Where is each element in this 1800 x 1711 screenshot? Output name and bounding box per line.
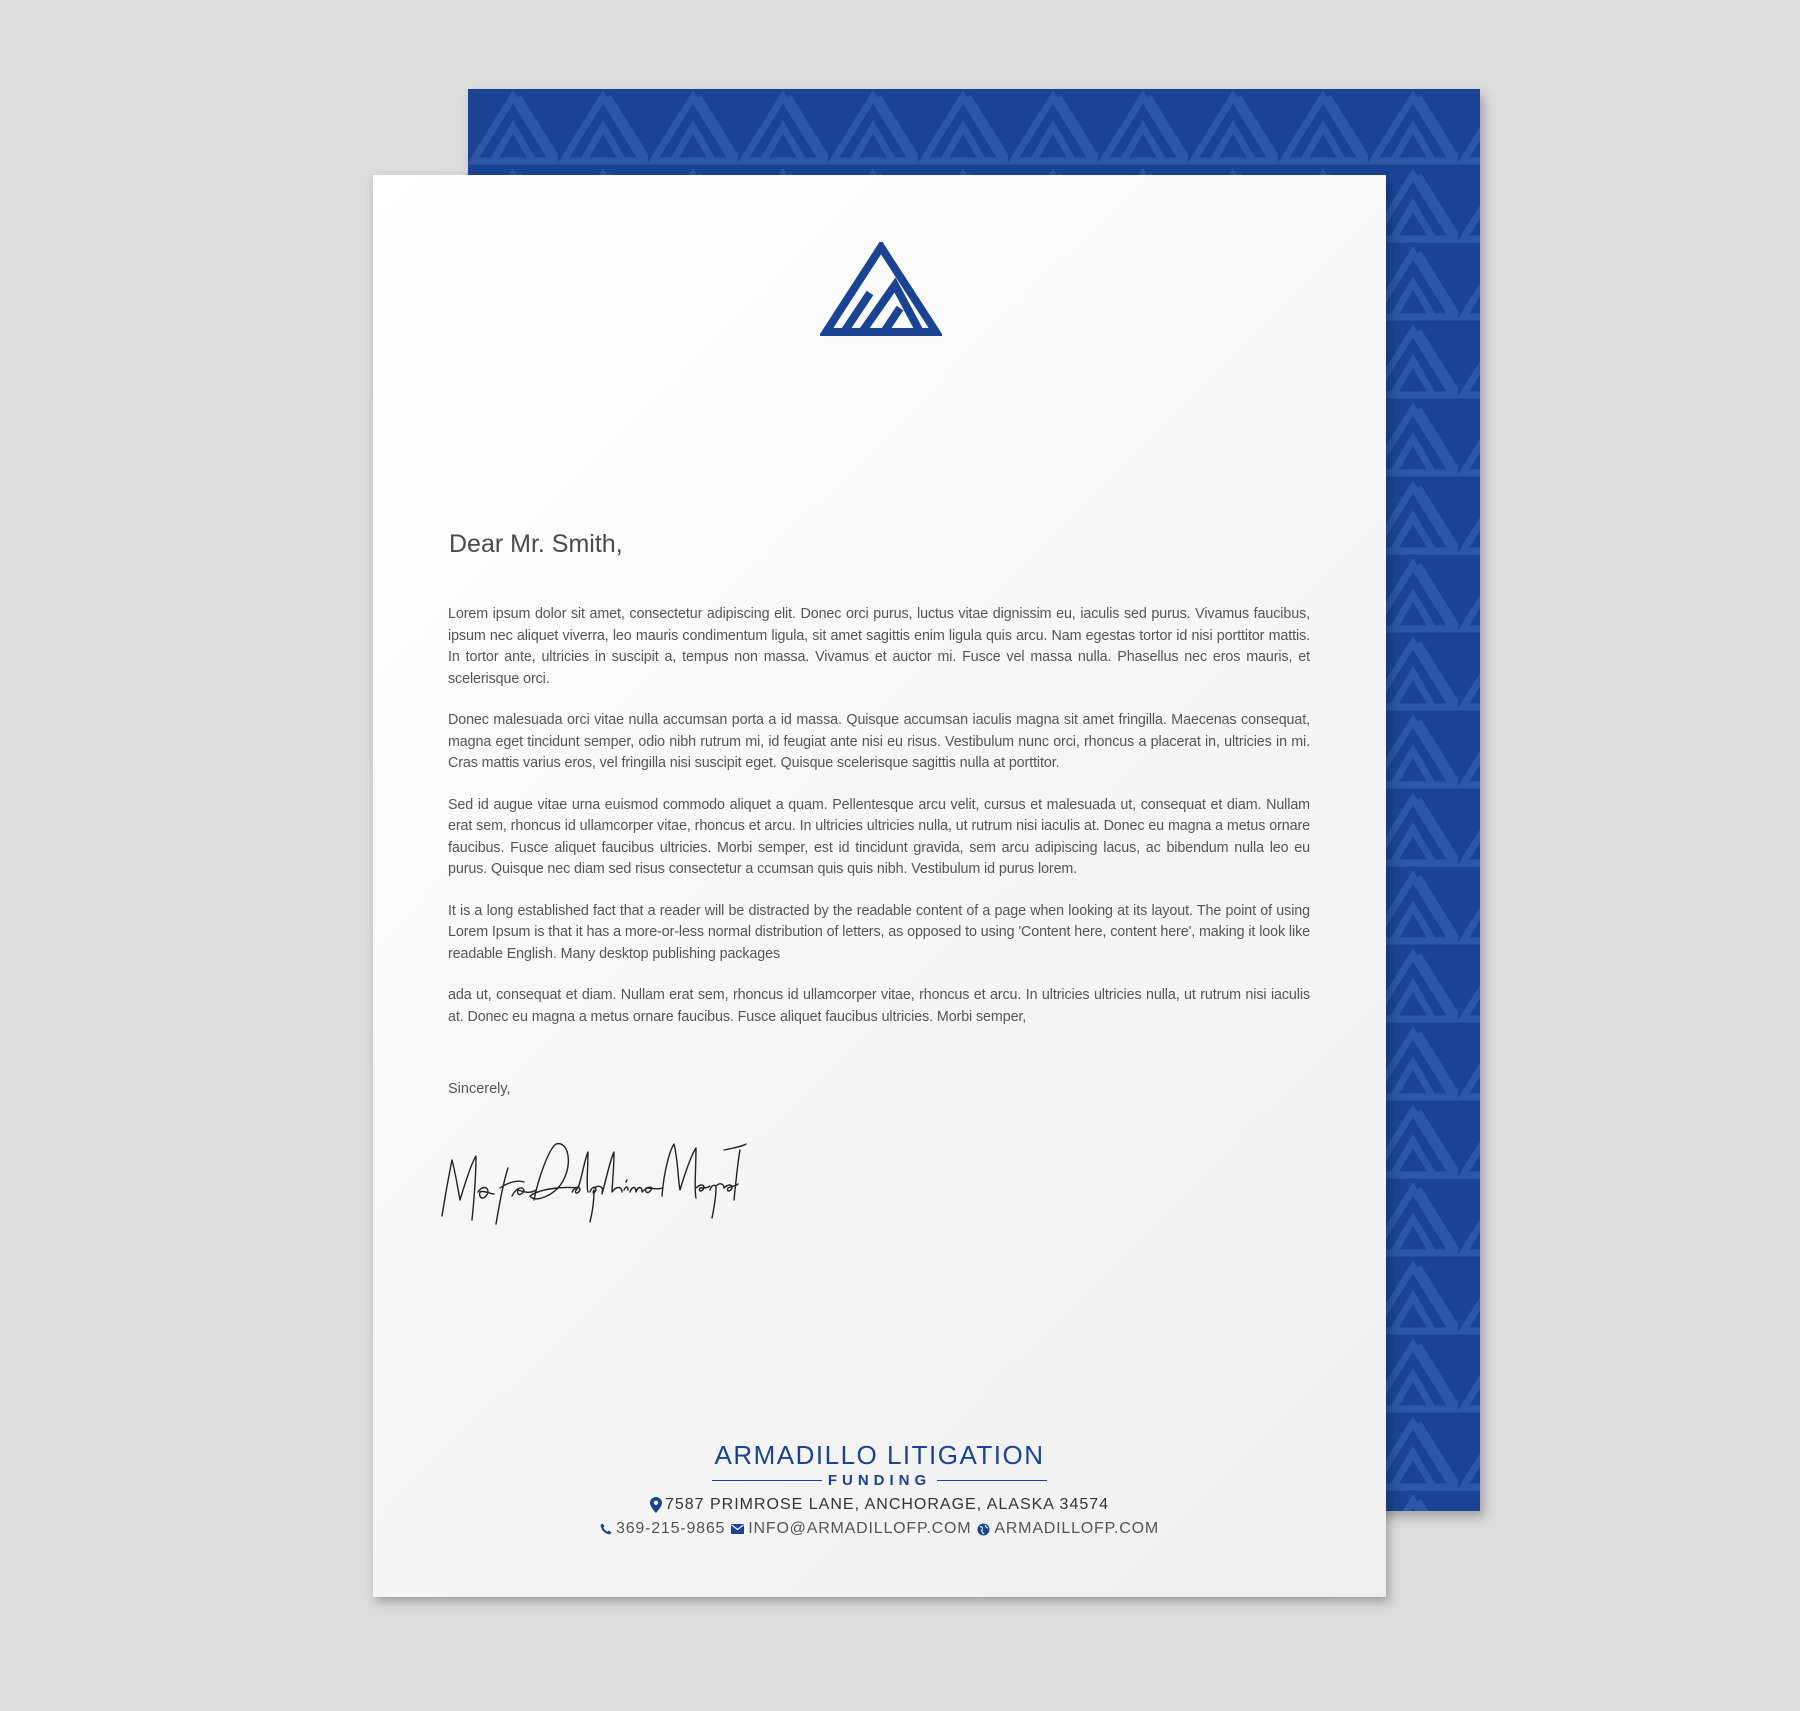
company-sub-row [373, 1472, 1386, 1489]
letter-closing: Sincerely, [448, 1081, 511, 1097]
address-row [373, 1496, 1386, 1514]
contact-row [373, 1520, 1386, 1538]
letter-paragraph: It is a long established fact that a reader will be distracted by the readable content of a page when looking at its layout. The point of using Lorem Ipsum is that it has a more-or-less normal distribution of letters, as opposed to using 'Content here, content here', making it look like readable English. Many desktop publishing packages [448, 902, 1310, 962]
website-item [977, 1520, 1159, 1538]
letter-paragraph: Lorem ipsum dolor sit amet, consectetur adipiscing elit. Donec orci purus, luctus vitae dignissim eu, iaculis sed purus. Vivamus faucibus, ipsum nec aliquet viverra, leo mauris condimentum ligula, sit amet sagittis enim ligula quis arcu. Nam egestas tortor id nisi porttitor mattis. In tortor ante, ultricies in suscipit a, tempus non massa. Vivamus et auctor mi. Fusce vel massa nulla. Phasellus nec eros mauris, et scelerisque orci. [448, 606, 1310, 687]
email-text: INFO@ARMADILLOFP.COM [748, 1520, 972, 1537]
letter-paragraph: Donec malesuada orci vitae nulla accumsan porta a id massa. Quisque accumsan iaculis magna sit amet fringilla. Maecenas consequat, magna eget tincidunt semper, odio nibh rutrum mi, id feugiat ante nisi eu risus. Vestibulum nunc orci, rhoncus a placerat in, ultricies in mi. Cras mattis varius eros, vel fringilla nisi suscipit eget. Quisque scelerisque sagittis nulla at porttitor. [448, 712, 1310, 771]
location-pin-icon [650, 1497, 662, 1513]
company-sub: FUNDING [827, 1472, 932, 1489]
envelope-icon [731, 1524, 744, 1534]
address-text: 7587 PRIMROSE LANE, ANCHORAGE, ALASKA 34574 [664, 1496, 1110, 1513]
letterhead-front-sheet [373, 175, 1386, 1597]
email-item [731, 1520, 971, 1538]
handwritten-signature [438, 1130, 748, 1225]
armadillo-logo-icon [820, 242, 942, 338]
letter-body [448, 604, 1310, 1048]
company-name: ARMADILLO LITIGATION [714, 1440, 1045, 1470]
letter-paragraph: Sed id augue vitae urna euismod commodo aliquet a quam. Pellentesque arcu velit, cursus et malesuada ut, consequat et diam. Nullam erat sem, rhoncus id ullamcorper vitae, rhoncus et arcu. In ultricies ultricies nulla, ut rutrum nisi iaculis at. Donec eu magna a metus ornare faucibus. Fusce aliquet faucibus ultricies. Morbi semper, est id tincidunt gravida, sem arcu adipiscing lacus, ac bibendum nulla leo eu purus. Quisque nec diam sed risus consectetur a ccumsan quis quis nibh. Vestibulum id purus lorem. [448, 796, 1310, 877]
phone-item [600, 1520, 725, 1538]
divider [937, 1480, 1047, 1481]
letterhead-footer [373, 1440, 1386, 1538]
letter-greeting: Dear Mr. Smith, [449, 530, 623, 558]
divider [712, 1480, 822, 1481]
phone-text: 369-215-9865 [616, 1520, 726, 1537]
globe-icon [977, 1523, 990, 1536]
phone-icon [600, 1523, 612, 1535]
letter-paragraph: ada ut, consequat et diam. Nullam erat sem, rhoncus id ullamcorper vitae, rhoncus et arcu. In ultricies ultricies nulla, ut rutrum nisi iaculis at. Donec eu magna a metus ornare faucibus. Fusce aliquet faucibus ultricies. Morbi semper, [448, 987, 1310, 1025]
website-text: ARMADILLOFP.COM [994, 1520, 1159, 1537]
